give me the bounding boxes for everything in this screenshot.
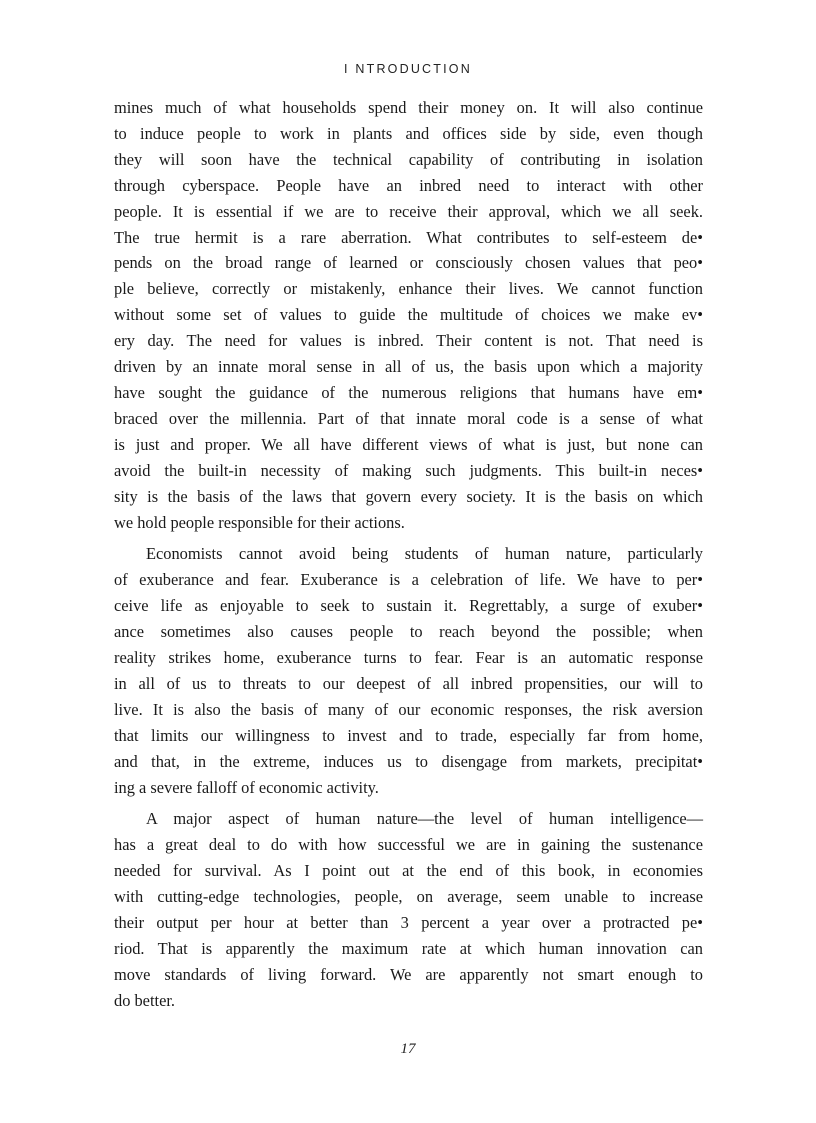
text-line: and that, in the extreme, induces us to disengage from markets, precipitat•	[114, 751, 703, 771]
text-line: ance sometimes also causes people to reach beyond the possible; when	[114, 622, 703, 642]
page-number: 17	[400, 1041, 416, 1057]
text-line: needed for survival. As I point out at the end of this book, in economies	[114, 861, 703, 881]
text-line: with cutting-edge technologies, people, on average, seem unable to increase	[114, 887, 703, 907]
text-line: sity is the basis of the laws that govern every society. It is the basis on which	[114, 486, 703, 506]
text-line: pends on the broad range of learned or consciously chosen values that peo•	[114, 253, 703, 273]
text-line: ery day. The need for values is inbred. Their content is not. That need is	[114, 331, 703, 351]
text-line: mines much of what households spend their money on. It will also continue	[114, 98, 703, 117]
text-line: have sought the guidance of the numerous religions that humans have em•	[114, 382, 703, 402]
text-line: ple believe, correctly or mistakenly, enhance their lives. We cannot function	[114, 279, 703, 299]
text-line: reality strikes home, exuberance turns to fear. Fear is an automatic response	[114, 648, 703, 668]
text-line: A major aspect of human nature—the level of human intelligence—	[146, 809, 703, 829]
text-line: to induce people to work in plants and offices side by side, even though	[114, 123, 703, 143]
text-line: driven by an innate moral sense in all of us, the basis upon which a majority	[114, 357, 703, 377]
running-head: I NTRODUCTION	[344, 62, 472, 76]
text-line: ceive life as enjoyable to seek to sustain it. Regrettably, a surge of exuber•	[114, 596, 703, 616]
text-line: they will soon have the technical capability of contributing in isolation	[114, 149, 703, 169]
text-line: that limits our willingness to invest and to trade, especially far from home,	[114, 725, 703, 745]
text-line: riod. That is apparently the maximum rate at which human innovation can	[114, 939, 703, 958]
body-text	[114, 95, 703, 1014]
text-line: live. It is also the basis of many of our economic responses, the risk aversion	[114, 699, 703, 719]
text-line: without some set of values to guide the multitude of choices we make ev•	[114, 305, 703, 325]
text-line: avoid the built-in necessity of making such judgments. This built-in neces•	[114, 460, 703, 480]
text-line: is just and proper. We all have different views of what is just, but none can	[114, 434, 703, 454]
paragraph	[114, 541, 703, 800]
text-line: The true hermit is a rare aberration. What contributes to self-esteem de•	[114, 227, 703, 247]
paragraph	[114, 806, 703, 1013]
text-line: move standards of living forward. We are apparently not smart enough to	[114, 964, 703, 984]
text-line: braced over the millennia. Part of that innate moral code is a sense of what	[114, 408, 703, 428]
text-line: of exuberance and fear. Exuberance is a celebration of life. We have to per•	[114, 570, 703, 590]
text-line: their output per hour at better than 3 percent a year over a protracted pe•	[114, 913, 703, 933]
text-line: in all of us to threats to our deepest of all inbred propensities, our will to	[114, 673, 703, 693]
text-line: people. It is essential if we are to receive their approval, which we all seek.	[114, 201, 703, 221]
text-line: through cyberspace. People have an inbred need to interact with other	[114, 175, 703, 195]
text-line: Economists cannot avoid being students of human nature, particularly	[146, 544, 703, 564]
text-line: we hold people responsible for their actions.	[114, 512, 405, 532]
text-line: ing a severe falloff of economic activity.	[114, 777, 379, 797]
text-line: has a great deal to do with how successful we are in gaining the sustenance	[114, 835, 703, 855]
text-line: do better.	[114, 990, 175, 1010]
paragraph	[114, 95, 703, 535]
